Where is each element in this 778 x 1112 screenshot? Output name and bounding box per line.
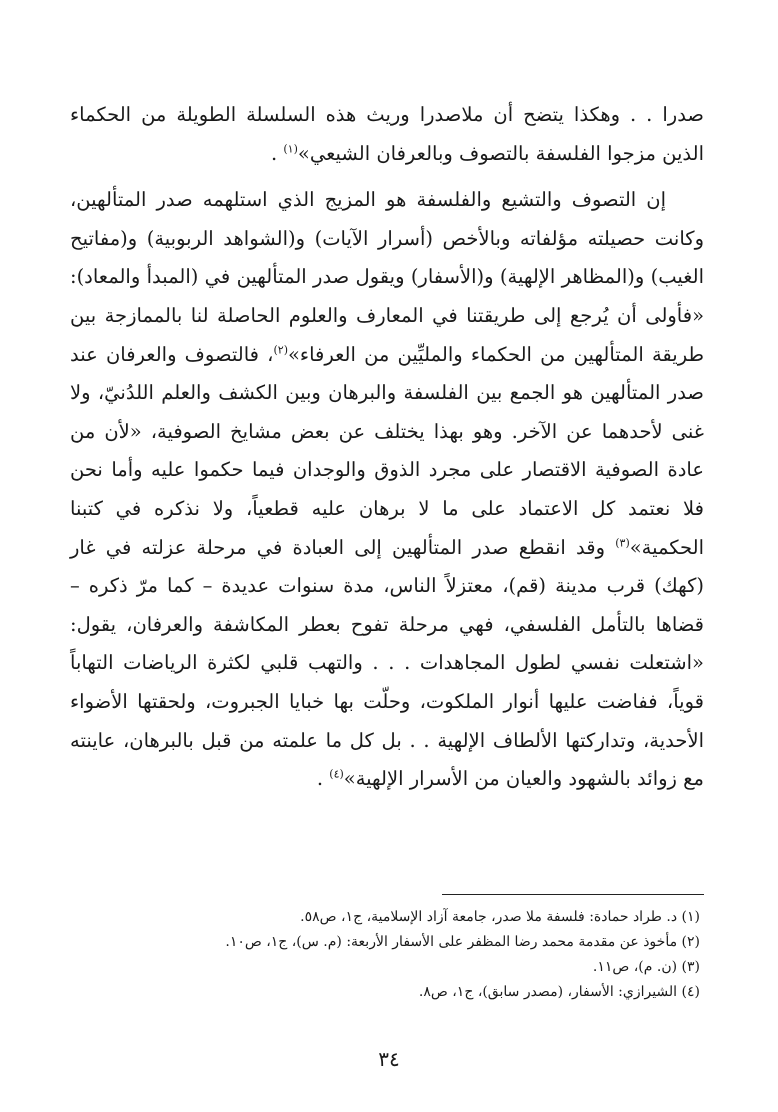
footnote-4: (٤) الشيرازي: الأسفار، (مصدر سابق)، ج١، ص٨. [418,984,700,1000]
paragraph-2-end: . [316,767,330,791]
footnote-ref-3: (٣) [615,536,630,550]
footnote-2: (٢) مأخوذ عن مقدمة محمد رضا المظفر على الأسفار الأربعة: (م. س)، ج١، ص١٠. [225,934,700,950]
paragraph-2 [70,181,704,799]
main-text [70,96,704,799]
footnotes [70,905,700,1005]
footnote-1: (١) د. طراد حمادة: فلسفة ملا صدر، جامعة آزاد الإسلامية، ج١، ص٥٨. [300,909,700,925]
page-number: ٣٤ [378,1047,400,1071]
footnote-ref-1: (١) [283,142,298,156]
paragraph-2-part-b: ، فالتصوف والعرفان عند صدر المتألهين هو الجمع بين الفلسفة والبرهان وبين الكشف والعلم اللدُنيّ، ولا غنى لأحدهما عن الآخر. وهو بهذا يختلف عن بعض مشايخ الصوفية، «لأن من عادة الصوفية الاقتصار على مجرد الذوق والوجدان فيما حكموا عليه وأما نحن فلا نعتمد كل الاعتماد على ما لا برهان عليه قطعياً، ولا نذكره في كتبنا الحكمية» [70,342,704,559]
paragraph-2-part-c: وقد انقطع صدر المتألهين إلى العبادة في مرحلة عزلته في غار (كهك) قرب مدينة (قم)، معتزلاً الناس، مدة سنوات عديدة – كما مرّ ذكره – قضاها بالتأمل الفلسفي، فهي مرحلة تفوح بعطر المكاشفة والعرفان، يقول: «اشتعلت نفسي لطول المجاهدات . . . والتهب قلبي لكثرة الرياضات التهاباً قوياً، ففاضت عليها أنوار الملكوت، وحلّت بها خبايا الجبروت، ولحقتها الأضواء الأحدية، وتداركتها الألطاف الإلهية . . بل كل ما علمته من قبل بالبرهان، عاينته مع زوائد بالشهود والعيان من الأسرار الإلهية» [70,535,704,791]
paragraph-2-part-a: إن التصوف والتشيع والفلسفة هو المزيج الذي استلهمه صدر المتألهين، وكانت حصيلته مؤلفاته وبالأخص (أسرار الآيات) و(الشواهد الربوبية) و(مفاتيح الغيب) و(المظاهر الإلهية) و(الأسفار) ويقول صدر المتألهين في (المبدأ والمعاد): «فأولى أن يُرجع إلى طريقتنا في المعارف والعلوم الحاصلة لنا بالممازجة بين طريقة المتألهين من الحكماء والمليِّين من العرفاء» [70,188,704,366]
footnote-3: (٣) (ن. م)، ص١١. [592,959,700,975]
paragraph-1-text: صدرا . . وهكذا يتضح أن ملاصدرا وريث هذه السلسلة الطويلة من الحكماء الذين مزجوا الفلسفة بالتصوف وبالعرفان الشيعي» [70,103,704,165]
footnote-ref-4: (٤) [329,767,344,781]
footnote-ref-2: (٢) [273,343,288,357]
paragraph-1-end: . [270,141,284,165]
footnote-separator [442,894,704,895]
paragraph-1 [70,96,704,173]
